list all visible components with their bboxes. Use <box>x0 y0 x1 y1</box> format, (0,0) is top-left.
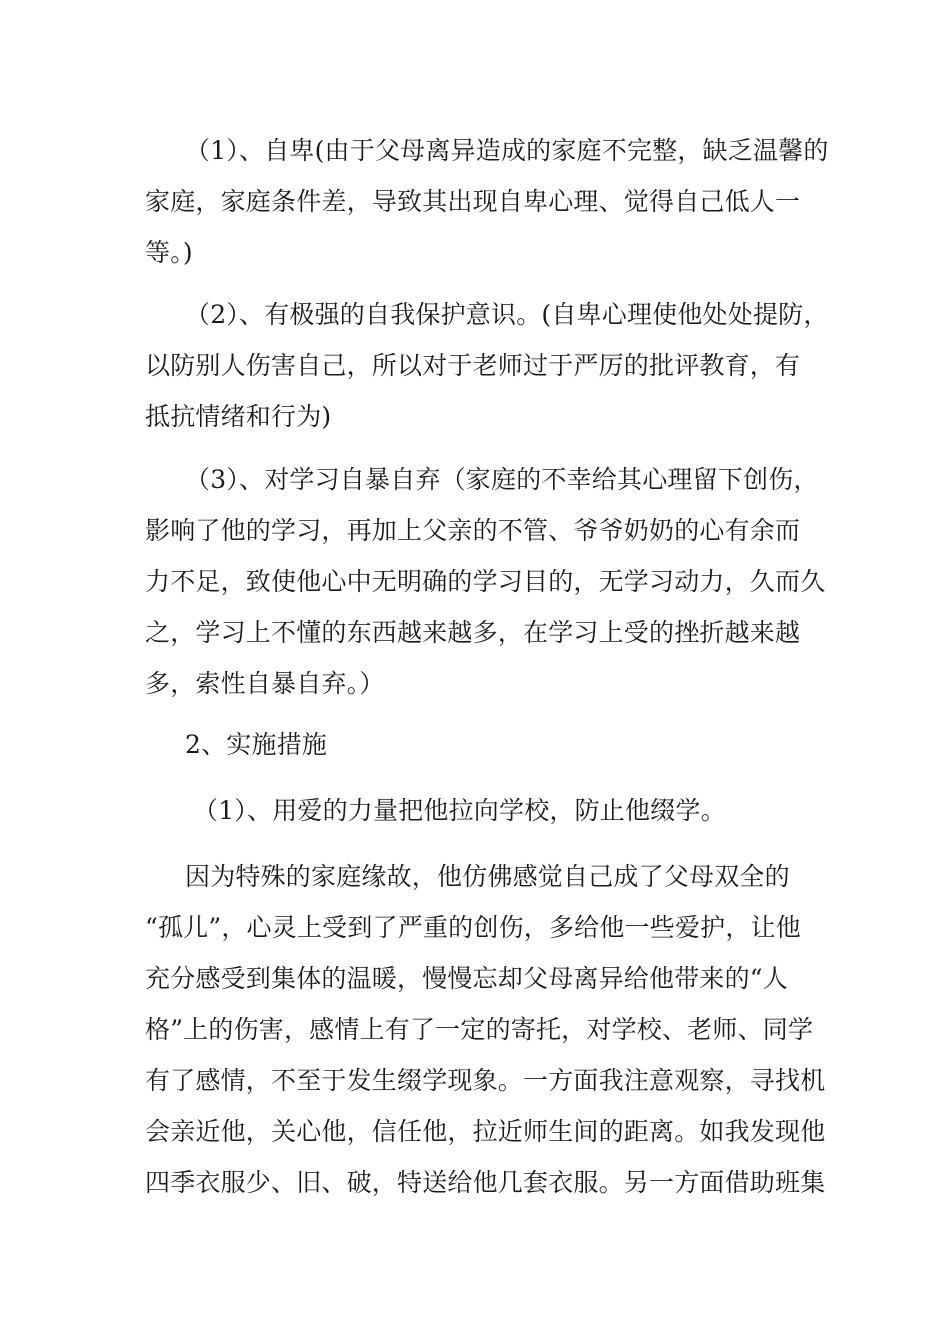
paragraph-self-abandon <box>145 454 826 709</box>
text-line: 等。) <box>145 238 193 267</box>
text-line: （1）、自卑(由于父母离异造成的家庭不完整，缺乏温馨的 <box>185 136 829 165</box>
section-heading <box>145 719 810 770</box>
paragraph-inferiority <box>145 125 829 278</box>
text-line: （2）、有极强的自我保护意识。(自卑心理使他处处提防， <box>185 300 829 329</box>
text-line: （3）、对学习自暴自弃（家庭的不幸给其心理留下创伤， <box>185 465 819 494</box>
text-line: 会亲近他，关心他，信任他，拉近师生间的距离。如我发现他 <box>145 1117 826 1146</box>
paragraph-orphan-care <box>145 851 826 1208</box>
text-line: 力不足，致使他心中无明确的学习目的，无学习动力，久而久 <box>145 567 826 596</box>
text-line: 格”上的伤害，感情上有了一定的寄托，对学校、老师、同学 <box>145 1015 814 1044</box>
text-line: 家庭，家庭条件差，导致其出现自卑心理、觉得自己低人一 <box>145 187 801 216</box>
text-line: 之，学习上不懂的东西越来越多，在学习上受的挫折越来越 <box>145 618 801 647</box>
subheading-line: （1）、用爱的力量把他拉向学校，防止他缀学。 <box>193 796 726 825</box>
text-line: 因为特殊的家庭缘故，他仿佛感觉自己成了父母双全的 <box>185 862 790 891</box>
text-line: “孤儿”，心灵上受到了严重的创伤，多给他一些爱护，让他 <box>145 913 801 942</box>
text-line: 充分感受到集体的温暖，慢慢忘却父母离异给他带来的“人 <box>145 964 788 993</box>
text-line: 多，索性自暴自弃。） <box>145 669 385 698</box>
text-line: 影响了他的学习，再加上父亲的不管、爷爷奶奶的心有余而 <box>145 516 801 545</box>
text-line: 有了感情，不至于发生缀学现象。一方面我注意观察，寻找机 <box>145 1066 826 1095</box>
text-line: 四季衣服少、旧、破，特送给他几套衣服。另一方面借助班集 <box>145 1168 826 1197</box>
heading-line: 2、实施措施 <box>185 730 328 759</box>
text-line: 抵抗情绪和行为) <box>145 402 332 431</box>
subsection-heading <box>145 785 810 836</box>
text-line: 以防别人伤害自己，所以对于老师过于严厉的批评教育，有 <box>145 351 801 380</box>
paragraph-self-protection <box>145 289 829 442</box>
